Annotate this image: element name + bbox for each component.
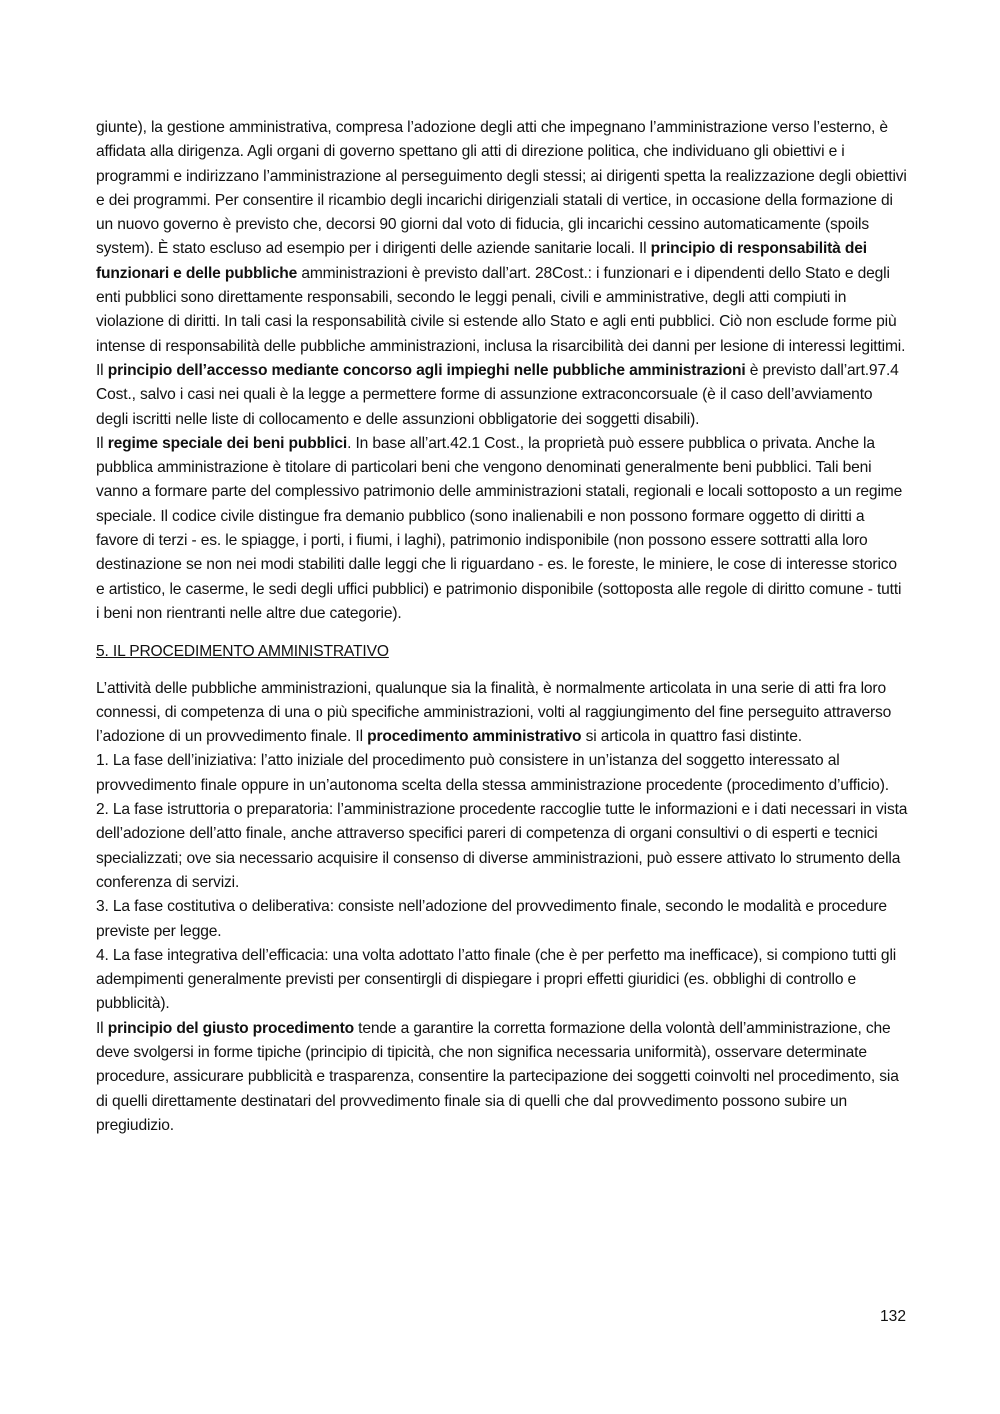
paragraph-text: L’attività delle pubbliche amministrazioni, qualunque sia la finalità, è normalmente articolata in una serie di atti fra loro connessi, di competenza di una o più specifiche amministrazioni, volti al raggiungimento del fine perseguito attraverso l’adozione di un provvedimento finale. Il	[96, 679, 892, 746]
paragraph-text: si articola in quattro fasi distinte.	[581, 728, 802, 746]
paragraph-dirigenza	[96, 116, 908, 359]
bold-term: procedimento amministrativo	[367, 728, 582, 746]
phase-item-2: 2. La fase istruttoria o preparatoria: l’amministrazione procedente raccoglie tutte le informazioni e i dati necessari in vista dell’adozione dell’atto finale, anche attraverso specifici pareri di competenza di organi consultivi o di esperti e tecnici specializzati; ove sia necessario acquisire il consenso di diverse amministrazioni, può essere attivato lo strumento della conferenza di servizi.	[96, 801, 908, 891]
phase-item-1: 1. La fase dell’iniziativa: l’atto iniziale del procedimento può consistere in un’istanza del soggetto interessato al provvedimento finale oppure in un’autonoma scelta della stessa amministrazione procedente (procedimento d’ufficio).	[96, 752, 889, 794]
paragraph-concorso	[96, 359, 908, 432]
phase-item-4: 4. La fase integrativa dell’efficacia: una volta adottato l’atto finale (che è per perfetto ma inefficace), si compiono tutti gli adempimenti generalmente previsti per consentirgli di dispiegare i propri effetti giuridici (es. obblighi di controllo e pubblicità).	[96, 946, 897, 1013]
document-body	[96, 116, 908, 1138]
bold-term: regime speciale dei beni pubblici	[107, 434, 348, 452]
paragraph-text: amministrazioni è previsto dall’art. 28Cost.: i funzionari e i dipendenti dello Stato e degli enti pubblici sono direttamente responsabili, secondo le leggi penali, civili e amministrative, degli atti compiuti in violazione di diritti. In tali casi la responsabilità civile si estende allo Stato e agli enti pubblici. Ciò non esclude forme più intense di responsabilità delle pubbliche amministrazioni, inclusa la risarcibilità dei danni per lesione di interessi legittimi.	[96, 264, 906, 355]
paragraph-text: tende a garantire la corretta formazione della volontà dell’amministrazione, che deve svolgersi in forme tipiche (principio di tipicità, che non significa necessaria uniformità), osservare determinate procedure, assicurare pubblicità e trasparenza, consentire la partecipazione dei soggetti coinvolti nel procedimento, sia di quelli direttamente destinatari del provvedimento finale sia di quelli che dal provvedimento possono subire un pregiudizio.	[96, 1019, 899, 1134]
paragraph-text: giunte), la gestione amministrativa, compresa l’adozione degli atti che impegnano l’amministrazione verso l’esterno, è affidata alla dirigenza. Agli organi di governo spettano gli atti di direzione politica, che individuano gli obiettivi e i programmi e indirizzano l’amministrazione al perseguimento degli stessi; ai dirigenti spetta la realizzazione degli obiettivi e dei programmi. Per consentire il ricambio degli incarichi dirigenziali statali di vertice, in occasione della formazione di un nuovo governo è previsto che, decorsi 90 giorni dal voto di fiducia, gli incarichi cessino automaticamente (spoils system). È stato escluso ad esempio per i dirigenti delle aziende sanitarie locali. Il	[96, 119, 907, 258]
bold-term: principio del giusto procedimento	[107, 1019, 354, 1037]
paragraph-beni-pubblici	[96, 432, 908, 626]
bold-term: principio dell’accesso mediante concorso agli impieghi nelle pubbliche amministrazioni	[107, 361, 746, 379]
page-number: 132	[879, 1308, 906, 1325]
bold-term: principio di responsabilità dei funzionari e delle pubbliche	[96, 240, 867, 282]
paragraph-text: Il	[96, 434, 108, 452]
paragraph-text: Il	[96, 361, 108, 379]
paragraph-text: è previsto dall’art.97.4 Cost., salvo i casi nei quali è la legge a permettere forme di assunzione extraconcorsuale (è il caso dell’avviamento degli iscritti nelle liste di collocamento e delle assunzioni obbligatorie dei soggetti disabili).	[96, 361, 899, 428]
section-heading: 5. IL PROCEDIMENTO AMMINISTRATIVO	[96, 643, 389, 661]
paragraph-giusto-procedimento	[96, 1017, 908, 1138]
paragraph-procedimento	[96, 677, 908, 750]
phase-item-3: 3. La fase costitutiva o deliberativa: consiste nell’adozione del provvedimento finale, secondo le modalità e procedure previste per legge.	[96, 898, 887, 940]
paragraph-text: Il	[96, 1019, 108, 1037]
paragraph-text: . In base all’art.42.1 Cost., la proprietà può essere pubblica o privata. Anche la pubblica amministrazione è titolare di particolari beni che vengono denominati generalmente beni pubblici. Tali beni vanno a formare parte del complessivo patrimonio delle amministrazioni statali, regionali e locali sottoposto a un regime speciale. Il codice civile distingue fra demanio pubblico (sono inalienabili e non possono formare oggetto di diritti a favore di terzi - es. le spiagge, i porti, i fiumi, i laghi), patrimonio indisponibile (non possono essere sottratti alla loro destinazione se non nei modi stabiliti dalle leggi che li riguardano - es. le foreste, le miniere, le cose di interesse storico e artistico, le caserme, le sedi degli uffici pubblici) e patrimonio disponibile (sottoposta alle regole di diritto comune - tutti i beni non rientranti nelle altre due categorie).	[96, 434, 903, 622]
